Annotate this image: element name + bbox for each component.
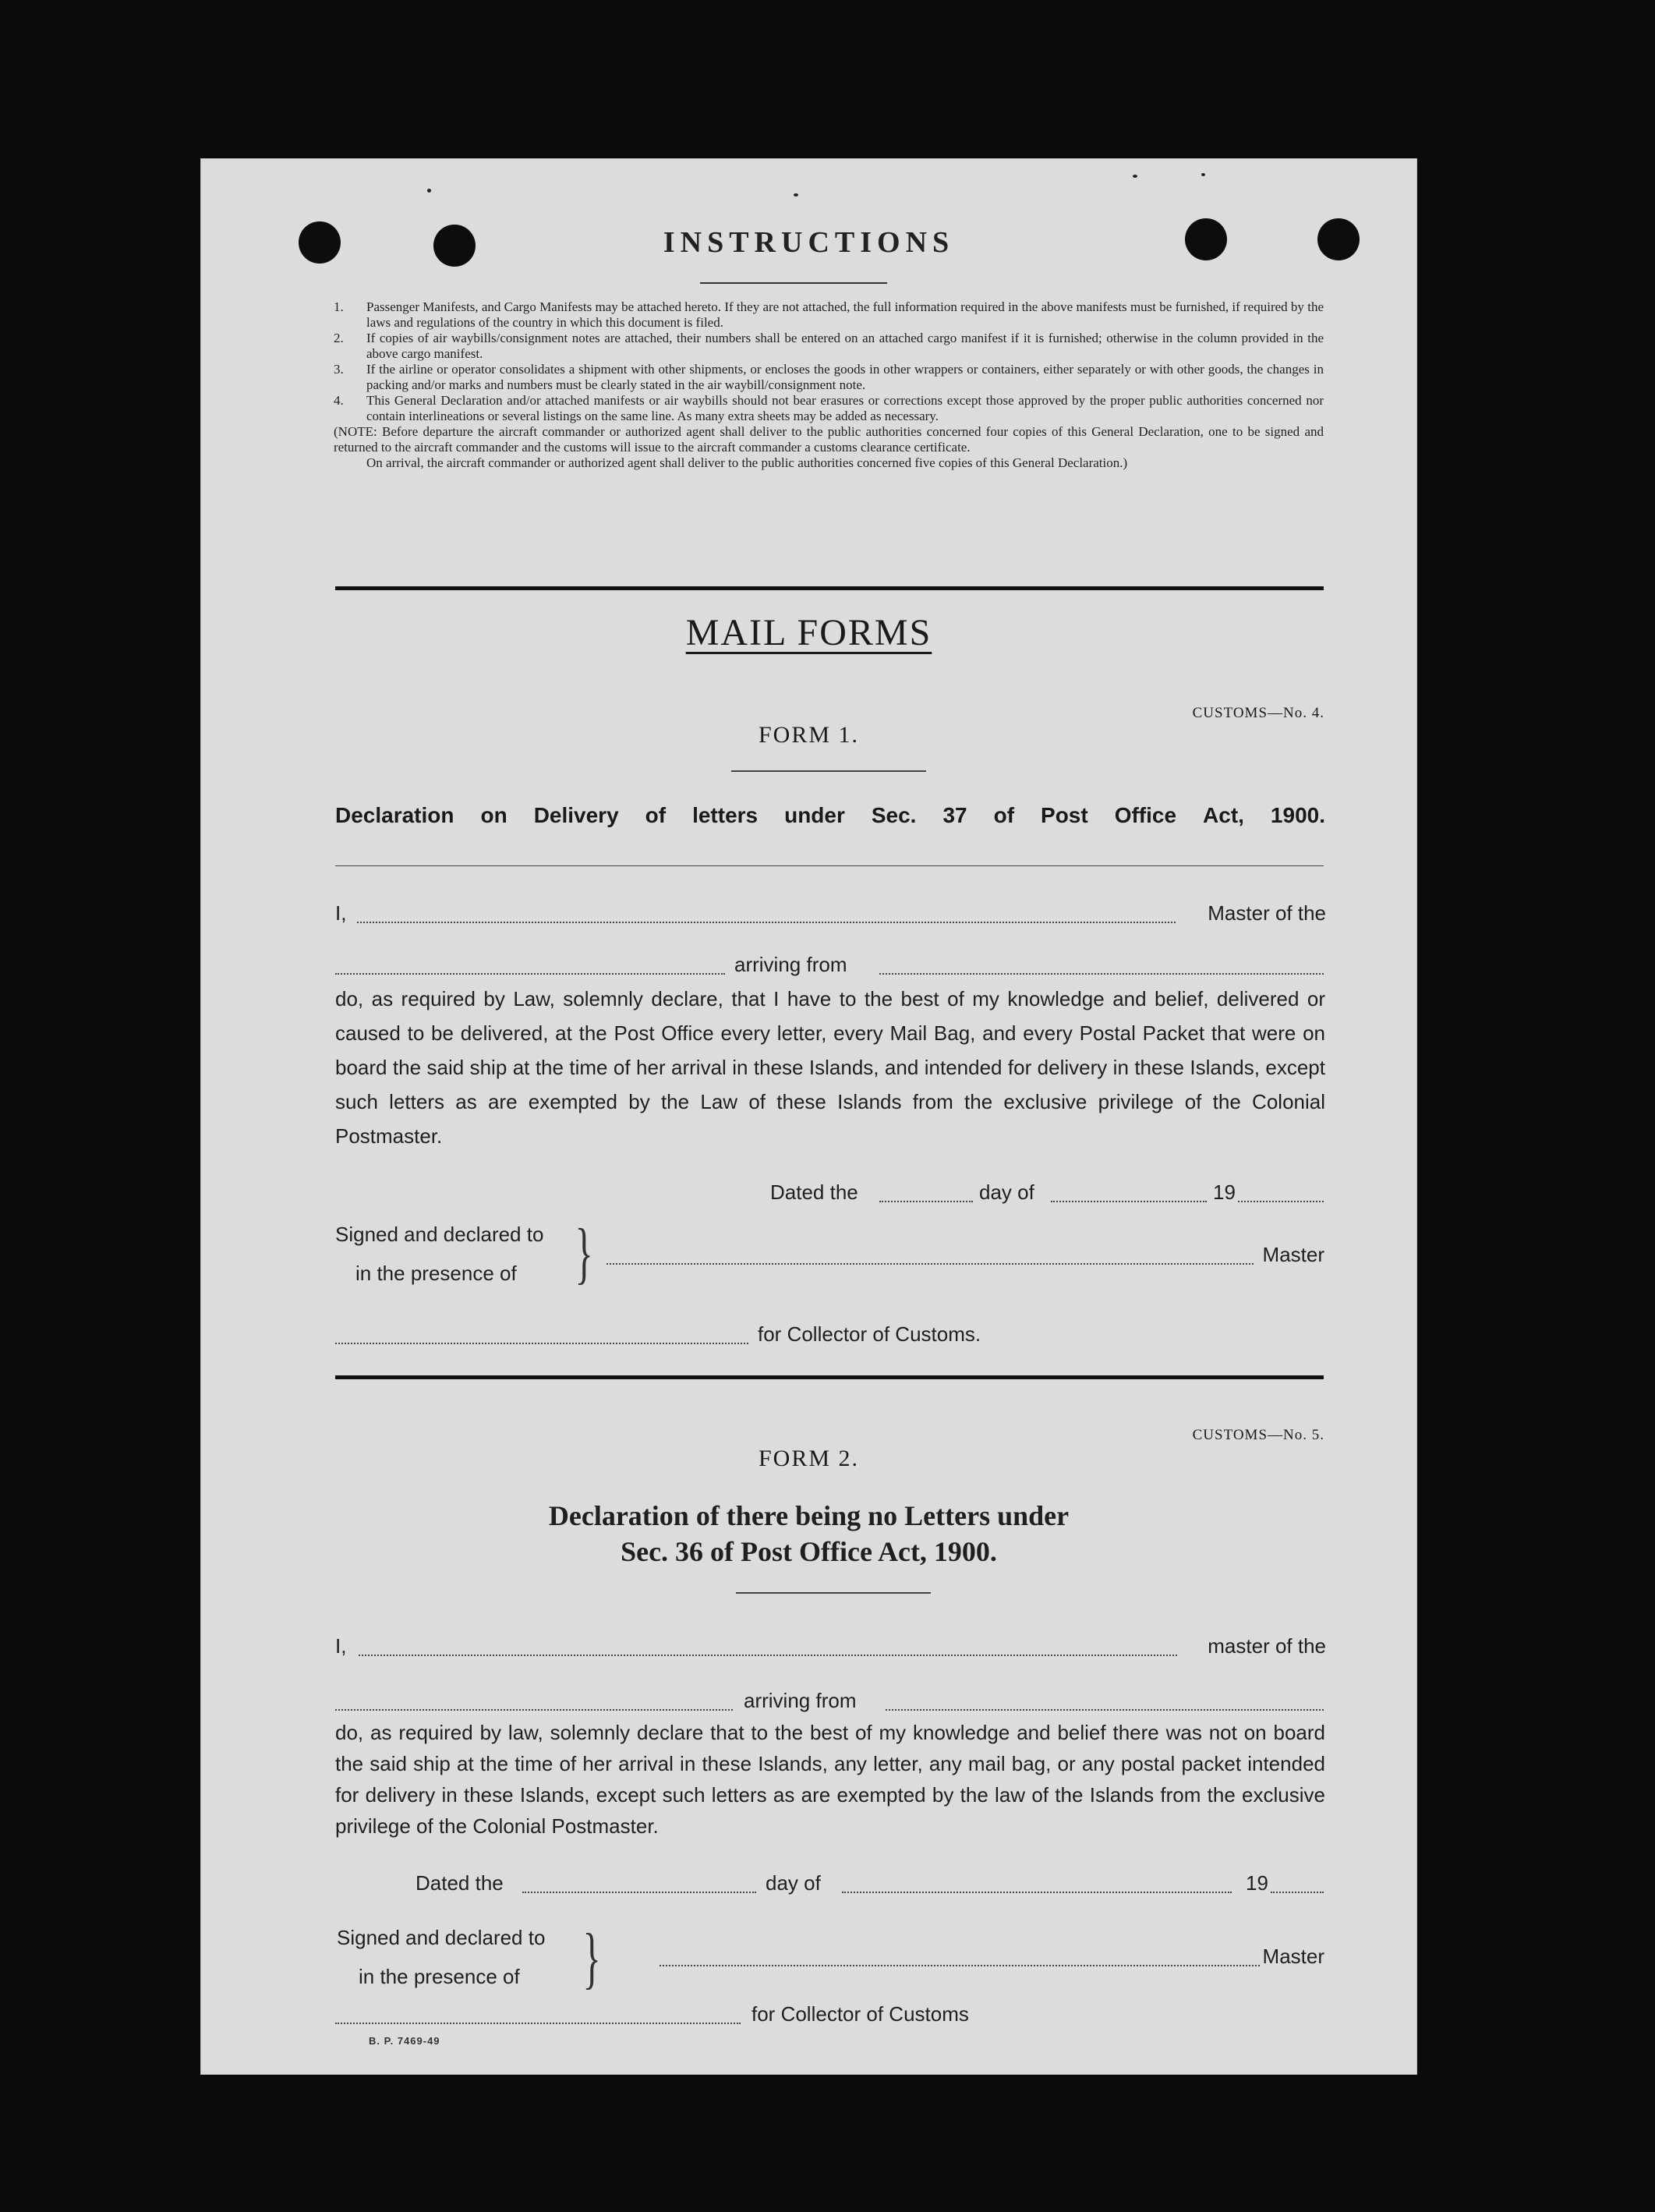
speck	[794, 193, 798, 196]
form1-customs-number: CUSTOMS—No. 4.	[1192, 705, 1324, 721]
form2-origin-field[interactable]	[886, 1709, 1324, 1711]
instruction-item: 4. This General Declaration and/or attached manifests or air waybills should not bear erasures or corrections except those approved by the proper public authorities concerned nor contain interlineations or several listings on the same line. As many extra sheets may be added as necessary.	[334, 393, 1324, 423]
form1-heading: FORM 1.	[758, 722, 860, 748]
instructions-list	[334, 299, 1324, 471]
form-divider	[335, 1375, 1324, 1379]
form2-brace: }	[582, 1920, 601, 1996]
form1-master-signature-field[interactable]	[606, 1263, 1254, 1265]
form2-customs-number: CUSTOMS—No. 5.	[1192, 1427, 1324, 1443]
instructions-title: INSTRUCTIONS	[663, 226, 955, 259]
form2-collector-label: for Collector of Customs	[751, 2002, 969, 2026]
form2-signed-line1: Signed and declared to	[337, 1926, 546, 1949]
form2-collector-signature-field[interactable]	[335, 2023, 741, 2024]
section-divider	[335, 586, 1324, 590]
form1-day-of: day of	[979, 1180, 1034, 1204]
form1-title-rule	[335, 865, 1324, 866]
form1-signed-line1: Signed and declared to	[335, 1223, 544, 1246]
form2-master-label: Master	[1262, 1945, 1324, 1968]
form2-title-rule	[736, 1592, 931, 1594]
form1-declaration-title: Declaration on Delivery of letters under Sec. 37 of Post Office Act, 1900.	[335, 803, 1325, 827]
form1-name-field[interactable]	[357, 922, 1176, 923]
instruction-note: (NOTE: Before departure the aircraft commander or authorized agent shall deliver to the public authorities concerned four copies of this General Declaration, one to be signed and returned to the aircraft commander and the customs will issue to the aircraft commander a customs clearance certificate.	[334, 424, 1324, 455]
form2-declaration-text: do, as required by law, solemnly declare that to the best of my knowledge and belief there was not on board the said ship at the time of her arrival in these Islands, any letter, any mail bag, or any postal packet intended for delivery in these Islands, except such letters as are exempted by the law of the Islands from the exclusive privilege of the Colonial Postmaster.	[335, 1721, 1325, 1838]
form2-month-field[interactable]	[842, 1892, 1232, 1893]
mail-forms-title: MAIL FORMS	[685, 612, 932, 653]
form1-collector-signature-field[interactable]	[335, 1343, 748, 1344]
form1-declaration-text: do, as required by Law, solemnly declare, that I have to the best of my knowledge and belief, delivered or caused to be delivered, at the Post Office every letter, every Mail Bag, and every Postal Packet that were on board the said ship at the time of her arrival in these Islands, and intended for delivery in these Islands, except such letters as are exempted by the Law of these Islands from the exclusive privilege of the Colonial Postmaster.	[335, 987, 1325, 1148]
form1-arriving-from: arriving from	[734, 953, 847, 976]
form2-i-label: I,	[335, 1634, 347, 1658]
form2-year-field[interactable]	[1271, 1892, 1324, 1893]
form2-arriving-from: arriving from	[744, 1689, 857, 1712]
instruction-item: 2. If copies of air waybills/consignment notes are attached, their numbers shall be entered on an attached cargo manifest if it is furnished; otherwise in the column provided in the above cargo manifest.	[334, 331, 1324, 361]
form2-signed-line2: in the presence of	[359, 1965, 520, 1988]
instruction-item: 1. Passenger Manifests, and Cargo Manifests may be attached hereto. If they are not attached, the full information required in the above manifests must be furnished, if required by the laws and regulations of the country in which this document is filed.	[334, 299, 1324, 330]
print-code: B. P. 7469-49	[369, 2035, 440, 2047]
form2-master-signature-field[interactable]	[660, 1965, 1260, 1966]
speck	[1133, 175, 1137, 178]
form1-i-label: I,	[335, 901, 347, 925]
form1-year-prefix: 19	[1213, 1180, 1236, 1204]
form1-brace: }	[575, 1216, 593, 1291]
form2-day-of: day of	[766, 1871, 821, 1895]
title-rule	[700, 282, 887, 284]
form1-collector-label: for Collector of Customs.	[758, 1322, 981, 1346]
form1-master-label: Master	[1262, 1243, 1324, 1266]
form1-year-field[interactable]	[1238, 1201, 1324, 1202]
form1-dated-the: Dated the	[770, 1180, 858, 1204]
form1-master-of-the: Master of the	[1208, 901, 1326, 925]
form2-master-of-the: master of the	[1208, 1634, 1326, 1658]
speck	[1201, 173, 1205, 176]
instruction-note-arrival: On arrival, the aircraft commander or authorized agent shall deliver to the public authorities concerned five copies of this General Declaration.)	[366, 455, 1128, 470]
form2-ship-field[interactable]	[335, 1709, 733, 1711]
speck	[427, 189, 431, 193]
form1-ship-field[interactable]	[335, 973, 725, 975]
form1-signed-line2: in the presence of	[355, 1262, 517, 1285]
form2-heading: FORM 2.	[758, 1446, 860, 1471]
form1-heading-rule	[731, 770, 926, 772]
form2-declaration-title: Declaration of there being no Letters under Sec. 36 of Post Office Act, 1900.	[548, 1500, 1070, 1567]
form1-date-field[interactable]	[879, 1201, 973, 1202]
form2-name-field[interactable]	[359, 1655, 1177, 1656]
form1-month-field[interactable]	[1051, 1201, 1207, 1202]
form2-year-prefix: 19	[1246, 1871, 1268, 1895]
form2-date-field[interactable]	[522, 1892, 756, 1893]
document-page	[201, 159, 1416, 2074]
instruction-item: 3. If the airline or operator consolidates a shipment with other shipments, or encloses the goods in other wrappers or containers, either separately or with other goods, the changes in packing and/or marks and numbers must be clearly stated in the air waybill/consignment note.	[334, 362, 1324, 392]
form1-origin-field[interactable]	[879, 973, 1324, 975]
form2-dated-the: Dated the	[416, 1871, 504, 1895]
